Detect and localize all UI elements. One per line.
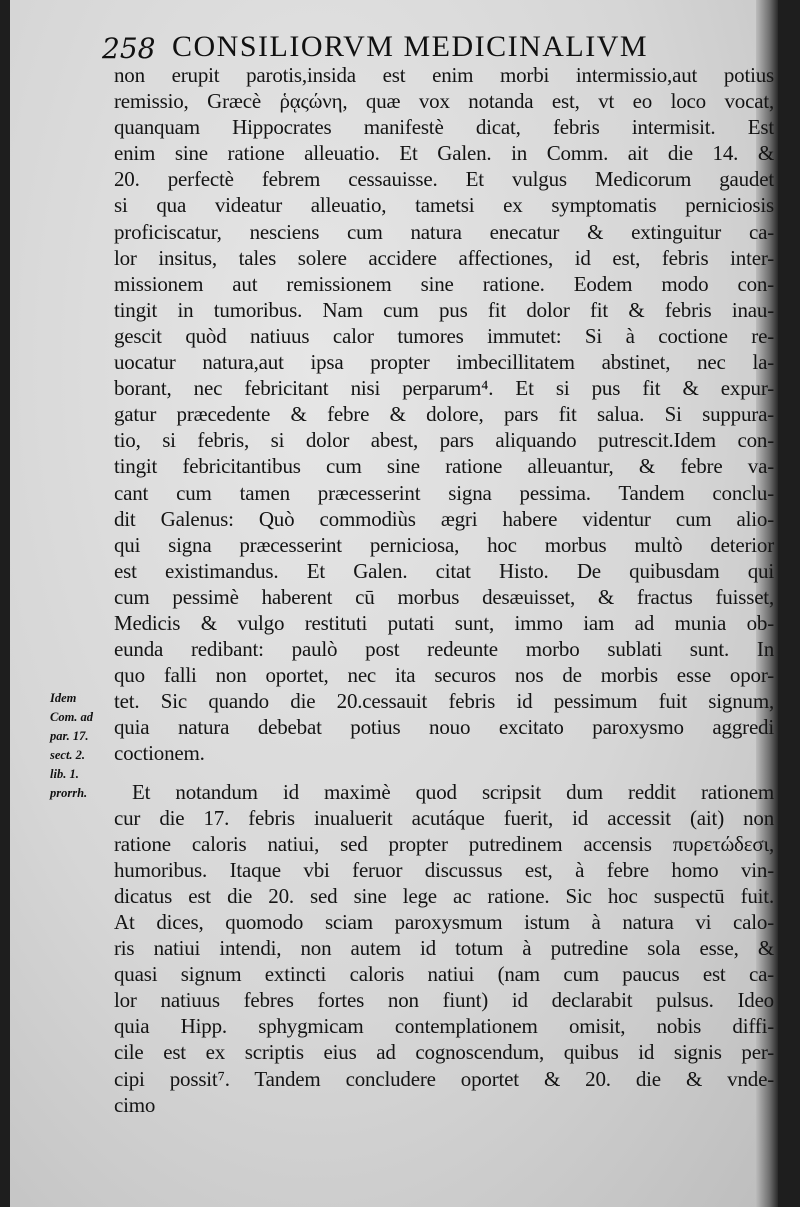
text-line: humoribus. Itaque vbi feruor discussus est, à febre homo vin-	[114, 857, 774, 882]
text-line: cum pessimè haberent cū morbus desæuisset, & fractus fuisset,	[114, 584, 774, 609]
text-line: non erupit parotis,insida est enim morbi intermissio,aut potius	[114, 63, 774, 87]
text-line: dit Galenus: Quò commodiùs ægri habere videntur cum alio-	[114, 506, 774, 531]
text-line: tet. Sic quando die 20.cessauit febris id pessimum fuit signum,	[114, 689, 774, 714]
page-header	[102, 26, 778, 66]
text-line: quia Hipp. sphygmicam contemplationem omisit, nobis diffi-	[114, 1014, 774, 1039]
margin-note-line: lib. 1.	[50, 767, 79, 781]
text-line: enim sine ratione alleuatio. Et Galen. in Comm. ait die 14. &	[114, 141, 774, 166]
text-line: dicatus est die 20. sed sine lege ac ratione. Sic hoc suspectū fuit.	[114, 883, 774, 908]
text-line: qui signa præcesserint perniciosa, hoc morbus multò deterior	[114, 532, 774, 557]
book-page	[10, 0, 778, 1207]
margin-note-line: sect. 2.	[50, 748, 86, 762]
text-line: quo falli non oportet, nec ita securos nos de morbis esse opor-	[114, 663, 774, 688]
text-line: At dices, quomodo sciam paroxysmum istum à natura vi calo-	[114, 910, 774, 934]
text-line: quanquam Hippocrates manifestè dicat, febris intermisit. Est	[114, 115, 774, 140]
text-line: 20. perfectè febrem cessauisse. Et vulgus Medicorum gaudet	[114, 167, 774, 192]
text-line: ris natiui intendi, non autem id totum à putredine sola esse, &	[114, 936, 774, 961]
margin-note-line: par. 17.	[50, 729, 89, 743]
text-line: eunda redibant: paulò post redeunte morbo sublati sunt. In	[114, 637, 774, 662]
text-line: tio, si febris, si dolor abest, pars aliquando putrescit.Idem con-	[114, 428, 774, 453]
margin-note-line: prorrh.	[50, 786, 88, 800]
text-line: missionem aut remissionem sine ratione. Eodem modo con-	[114, 271, 774, 296]
text-line: Medicis & vulgo restituti putati sunt, immo iam ad munia ob-	[114, 610, 774, 635]
text-line: cipi possit⁷. Tandem concludere oportet & 20. die & vnde-	[114, 1066, 774, 1091]
text-line: cur die 17. febris inualuerit acutáque fuerit, id accessit (ait) non	[114, 805, 774, 830]
text-line: remissio, Græcè ῥᾳςώνη, quæ vox notanda est, vt eo loco vocat,	[114, 89, 774, 114]
text-line: Et notandum id maximè quod scripsit dum reddit rationem	[132, 779, 774, 804]
text-line: borant, nec febricitant nisi perparum⁴. Et si pus fit & expur-	[114, 376, 774, 401]
text-line: si qua videatur alleuatio, tametsi ex symptomatis perniciosis	[114, 193, 774, 218]
paragraph-2	[114, 779, 774, 1118]
text-line: cimo	[114, 1092, 156, 1117]
text-line: gatur præcedente & febre & dolore, pars fit salua. Si suppura-	[114, 402, 774, 427]
text-line: tingit febricitantibus cum sine ratione alleuantur, & febre va-	[114, 454, 774, 479]
margin-note	[50, 689, 120, 803]
running-title: CONSILIORVM MEDICINALIVM	[172, 30, 649, 63]
text-line: quasi signum extincti caloris natiui (nam cum paucus est ca-	[114, 962, 774, 987]
margin-note-line: Idem	[50, 691, 77, 705]
text-line: gescit quòd natiuus calor tumores immutet: Si à coctione re-	[114, 323, 774, 348]
text-line: proficiscatur, nesciens cum natura enecatur & extinguitur ca-	[114, 219, 774, 244]
text-line: tingit in tumoribus. Nam cum pus fit dolor fit & febris inau-	[114, 297, 774, 322]
text-line: est existimandus. Et Galen. citat Histo. De quibusdam qui	[114, 558, 774, 583]
text-line: quia natura debebat potius nouo excitato paroxysmo aggredi	[114, 715, 774, 740]
page-number: 258	[102, 32, 156, 65]
text-line: cant cum tamen præcesserint signa pessima. Tandem conclu-	[114, 480, 774, 505]
text-line: coctionem.	[114, 741, 205, 766]
margin-note-line: Com. ad	[50, 710, 94, 724]
text-line: lor natiuus febres fortes non fiunt) id declarabit pulsus. Ideo	[114, 988, 774, 1013]
paragraph-1	[114, 62, 774, 767]
text-line: uocatur natura,aut ipsa propter imbecillitatem abstinet, nec la-	[114, 350, 774, 375]
body-text	[114, 62, 774, 1118]
text-line: ratione caloris natiui, sed propter putredinem accensis πυρετώδεσι,	[114, 831, 774, 856]
text-line: lor insitus, tales solere accidere affectiones, id est, febris inter-	[114, 245, 774, 270]
text-line: cile est ex scriptis eius ad cognoscendum, quibus id signis per-	[114, 1040, 774, 1065]
